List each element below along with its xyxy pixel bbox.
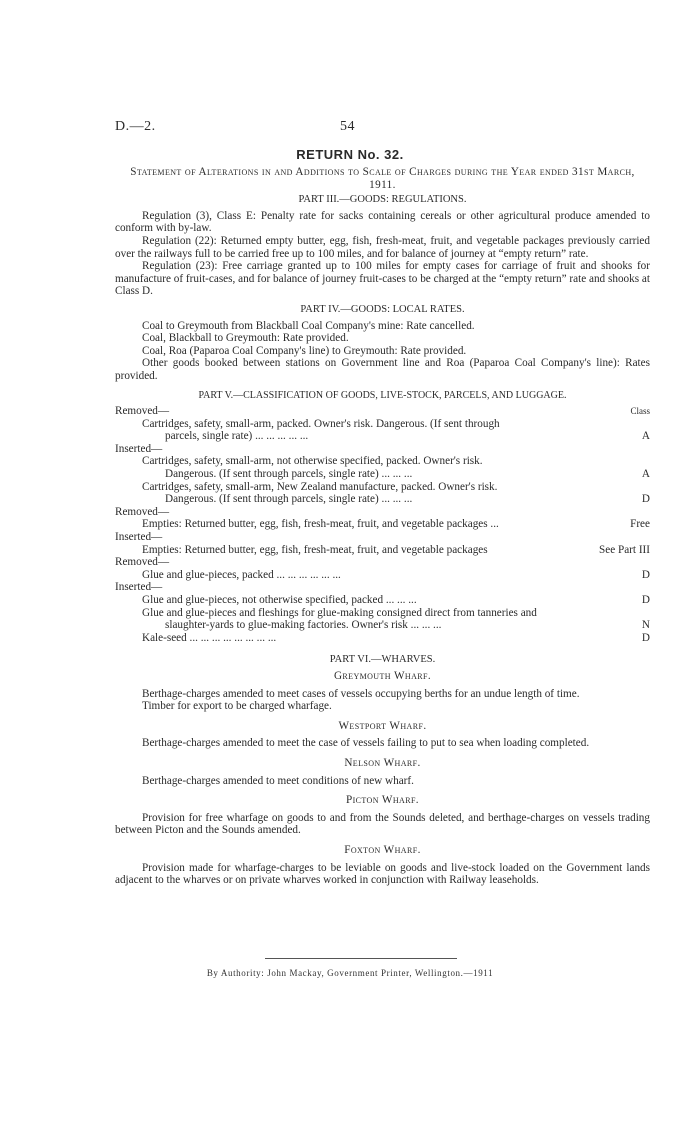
classification-row <box>115 544 650 557</box>
removed-label: Removed— <box>115 405 170 418</box>
class-value: A <box>641 430 650 443</box>
classification-row <box>115 619 650 632</box>
classification-row <box>115 493 650 506</box>
part6-heading: PART VI.—WHARVES. <box>329 654 436 666</box>
classification-row <box>115 632 650 645</box>
wharf-paragraph: Timber for export to be charged wharfage. <box>142 700 332 713</box>
class-value: D <box>641 631 650 644</box>
class-column-label: Class <box>630 406 650 417</box>
classification-row <box>115 518 650 531</box>
wharf-paragraph: Berthage-charges amended to meet cases of vessels occupying berths for an undue length of time. <box>142 687 580 700</box>
classification-row <box>115 569 650 582</box>
part4-line: Coal to Greymouth from Blackball Coal Company's mine: Rate cancelled. <box>142 319 475 332</box>
wharf-paragraph: Berthage-charges amended to meet conditions of new wharf. <box>142 774 414 787</box>
classification-item: Dangerous. (If sent through parcels, single rate) ... ... ... <box>165 493 413 506</box>
document-body <box>115 166 650 887</box>
classification-item: Empties: Returned butter, egg, fish, fresh-meat, fruit, and vegetable packages <box>142 543 488 556</box>
classification-row <box>115 430 650 443</box>
classification-item: slaughter-yards to glue-making factories. Owner's risk ... ... ... <box>165 619 442 632</box>
classification-item: Glue and glue-pieces, packed ... ... ... ... ... ... <box>142 568 341 581</box>
return-title: RETURN No. 32. <box>296 147 404 162</box>
wharf-paragraph: Provision made for wharfage-charges to be leviable on goods and live-stock loaded on the Government lands adjacent to the wharves or on private wharves worked in conjunction with Railway leaseholds. <box>115 861 650 887</box>
class-value: Free <box>630 518 650 531</box>
class-value: See Part III <box>599 543 650 556</box>
classification-item: Glue and glue-pieces, not otherwise specified, packed ... ... ... <box>142 594 417 606</box>
classification-row <box>115 405 650 418</box>
statement-heading: Statement of Alterations in and Additions to Scale of Charges during the Year ended 31st March, 1911. <box>130 166 635 191</box>
part3-paragraph: Regulation (23): Free carriage granted up to 100 miles for empty cases for carriage of fruit and shooks for manufacture of fruit-cases, and for balance of journey fruit-cases to be charged at the “empty return” rate and shooks at Class D. <box>115 260 650 298</box>
wharf-heading: Picton Wharf. <box>345 794 419 807</box>
document-reference: D.—2. <box>115 119 156 134</box>
part4-line: Other goods booked between stations on Government line and Roa (Paparoa Coal Company's line): Rates provided. <box>115 357 650 382</box>
classification-item: parcels, single rate) ... ... ... ... ... <box>165 430 309 443</box>
classification-item: Empties: Returned butter, egg, fish, fresh-meat, fruit, and vegetable packages ... <box>142 518 499 531</box>
part3-paragraph: Regulation (22): Returned empty butter, egg, fish, fresh-meat, fruit, and vegetable packages previously carried over the railways full to be carried free up to 100 miles, and for balance of journey at “empty return” rate. <box>115 234 650 260</box>
part4-line: Coal, Roa (Paparoa Coal Company's line) to Greymouth: Rate provided. <box>142 344 467 357</box>
class-value: A <box>641 468 650 481</box>
classification-item: Dangerous. (If sent through parcels, single rate) ... ... ... <box>165 468 413 481</box>
wharf-heading: Nelson Wharf. <box>344 756 421 769</box>
classification-item: Kale-seed ... ... ... ... ... ... ... ... <box>142 631 277 644</box>
class-value: D <box>641 568 650 581</box>
class-value: D <box>641 594 650 606</box>
inserted-label: Inserted— <box>115 442 163 455</box>
classification-item: Cartridges, safety, small-arm, New Zealand manufacture, packed. Owner's risk. <box>142 480 498 493</box>
inserted-label: Inserted— <box>115 581 163 594</box>
footer-rule <box>265 958 457 959</box>
wharf-heading: Westport Wharf. <box>338 719 427 732</box>
class-value: D <box>641 493 650 506</box>
classification-item: Cartridges, safety, small-arm, not otherwise specified, packed. Owner's risk. <box>142 455 483 468</box>
part3-heading: PART III.—GOODS: REGULATIONS. <box>298 194 467 206</box>
removed-label: Removed— <box>115 505 170 518</box>
classification-row <box>115 594 650 607</box>
page-number: 54 <box>340 119 355 134</box>
removed-label: Removed— <box>115 556 170 569</box>
part3-paragraph: Regulation (3), Class E: Penalty rate for sacks containing cereals or other agricultural produce amended to conform with by-law. <box>115 209 650 235</box>
part4-heading: PART IV.—GOODS: LOCAL RATES. <box>300 303 465 315</box>
printer-imprint: By Authority: John Mackay, Government Printer, Wellington.—1911 <box>206 968 494 978</box>
class-value: N <box>641 619 650 632</box>
wharf-heading: Foxton Wharf. <box>344 843 421 856</box>
classification-item: Cartridges, safety, small-arm, packed. Owner's risk. Dangerous. (If sent through <box>142 417 500 430</box>
part4-line: Coal, Blackball to Greymouth: Rate provided. <box>142 332 349 345</box>
wharf-paragraph: Provision for free wharfage on goods to and from the Sounds deleted, and berthage-charges on vessels trading between Picton and the Sounds amended. <box>115 811 650 837</box>
wharf-heading: Greymouth Wharf. <box>333 669 432 682</box>
classification-item: Glue and glue-pieces and fleshings for glue-making consigned direct from tanneries and <box>142 606 537 619</box>
part5-heading: PART V.—CLASSIFICATION OF GOODS, LIVE-STOCK, PARCELS, AND LUGGAGE. <box>198 389 567 401</box>
inserted-label: Inserted— <box>115 531 163 544</box>
classification-row <box>115 468 650 481</box>
wharf-paragraph: Berthage-charges amended to meet the case of vessels failing to put to sea when loading completed. <box>142 737 590 750</box>
